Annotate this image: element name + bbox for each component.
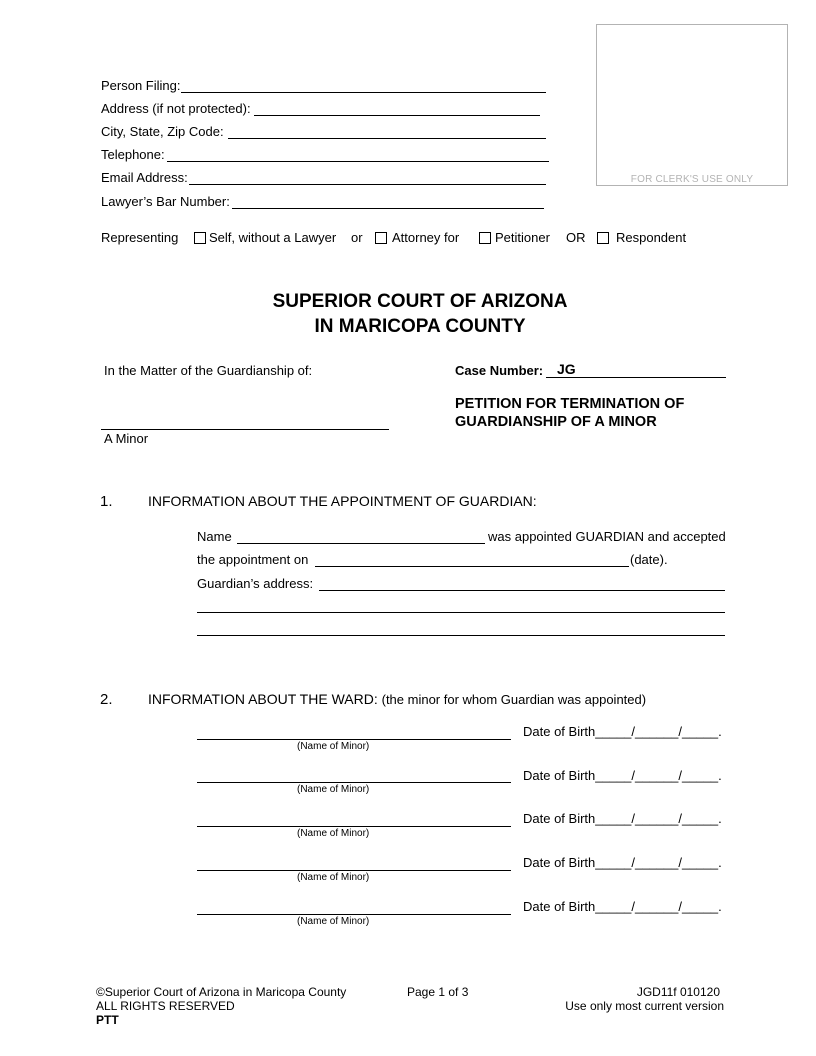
footer-form-id: JGD11f 010120	[636, 985, 720, 999]
ward-name-field[interactable]	[197, 826, 511, 827]
address-label: Address (if not protected):	[101, 101, 251, 116]
court-title-line2: IN MARICOPA COUNTY	[314, 316, 526, 337]
minor-name-field[interactable]	[101, 429, 389, 430]
or-text-upper: OR	[566, 230, 586, 245]
self-checkbox[interactable]	[194, 232, 206, 244]
address-field[interactable]	[254, 115, 540, 116]
section2-number: 2.	[100, 691, 113, 708]
guardian-name-field[interactable]	[237, 543, 485, 544]
date-of-birth-field[interactable]: Date of Birth_____/______/_____.	[523, 899, 722, 914]
appointment-label: the appointment on	[197, 552, 309, 567]
bar-number-field[interactable]	[232, 208, 544, 209]
date-of-birth-field[interactable]: Date of Birth_____/______/_____.	[523, 855, 722, 870]
name-of-minor-caption: (Name of Minor)	[297, 872, 370, 883]
ward-name-field[interactable]	[197, 914, 511, 915]
footer-left	[96, 985, 346, 1027]
footer-code: PTT	[96, 1013, 119, 1027]
name-of-minor-caption: (Name of Minor)	[297, 916, 370, 927]
ward-name-field[interactable]	[197, 782, 511, 783]
appointment-date-field[interactable]	[315, 566, 629, 567]
section2-title	[148, 691, 646, 707]
case-number-field[interactable]	[546, 377, 726, 378]
section2-subtitle: (the minor for whom Guardian was appointed)	[381, 692, 647, 707]
section2-title-text: INFORMATION ABOUT THE WARD:	[148, 691, 378, 707]
telephone-field[interactable]	[167, 161, 549, 162]
name-of-minor-caption: (Name of Minor)	[297, 828, 370, 839]
clerk-use-box	[596, 24, 788, 186]
footer-page-number: Page 1 of 3	[407, 985, 469, 999]
footer-rights: ALL RIGHTS RESERVED	[96, 999, 235, 1013]
petition-title	[455, 395, 684, 431]
footer-copyright: ©Superior Court of Arizona in Maricopa County	[96, 985, 347, 999]
person-filing-label: Person Filing:	[101, 78, 181, 93]
petition-title-line2: GUARDIANSHIP OF A MINOR	[455, 414, 657, 430]
attorney-label: Attorney for	[392, 230, 460, 245]
ward-name-field[interactable]	[197, 870, 511, 871]
city-state-zip-field[interactable]	[228, 138, 546, 139]
footer-right	[565, 985, 724, 1013]
email-label: Email Address:	[101, 170, 188, 185]
ward-name-field[interactable]	[197, 739, 511, 740]
respondent-checkbox[interactable]	[597, 232, 609, 244]
or-text: or	[351, 230, 363, 245]
name-of-minor-caption: (Name of Minor)	[297, 784, 370, 795]
bar-number-label: Lawyer’s Bar Number:	[101, 194, 230, 209]
clerk-use-label: FOR CLERK'S USE ONLY	[630, 174, 754, 185]
section1-number: 1.	[100, 493, 113, 510]
footer-version-note: Use only most current version	[565, 999, 724, 1013]
petitioner-checkbox[interactable]	[479, 232, 491, 244]
respondent-label: Respondent	[616, 230, 687, 245]
name-of-minor-caption: (Name of Minor)	[297, 741, 370, 752]
section1-title: INFORMATION ABOUT THE APPOINTMENT OF GUARDIAN:	[148, 493, 537, 509]
representing-label: Representing	[101, 230, 179, 245]
appointed-text: was appointed GUARDIAN and accepted	[488, 529, 726, 544]
email-field[interactable]	[189, 184, 546, 185]
case-number-label: Case Number:	[455, 363, 544, 378]
case-number-prefix: JG	[557, 361, 576, 377]
telephone-label: Telephone:	[101, 147, 165, 162]
guardian-address-label: Guardian’s address:	[197, 576, 314, 591]
guardian-address-field-3[interactable]	[197, 635, 725, 636]
matter-label: In the Matter of the Guardianship of:	[104, 363, 313, 378]
date-of-birth-field[interactable]: Date of Birth_____/______/_____.	[523, 724, 722, 739]
petitioner-label: Petitioner	[495, 230, 550, 245]
date-of-birth-field[interactable]: Date of Birth_____/______/_____.	[523, 768, 722, 783]
date-suffix: (date).	[630, 552, 668, 567]
petition-title-line1: PETITION FOR TERMINATION OF	[455, 396, 685, 412]
attorney-checkbox[interactable]	[375, 232, 387, 244]
date-of-birth-field[interactable]: Date of Birth_____/______/_____.	[523, 811, 722, 826]
person-filing-field[interactable]	[181, 92, 546, 93]
a-minor-label: A Minor	[104, 431, 149, 446]
guardian-name-label: Name	[197, 529, 232, 544]
guardian-address-field-2[interactable]	[197, 612, 725, 613]
guardian-address-field-1[interactable]	[319, 590, 725, 591]
court-title-line1: SUPERIOR COURT OF ARIZONA	[272, 291, 568, 312]
self-label: Self, without a Lawyer	[209, 230, 337, 245]
city-state-zip-label: City, State, Zip Code:	[101, 124, 224, 139]
